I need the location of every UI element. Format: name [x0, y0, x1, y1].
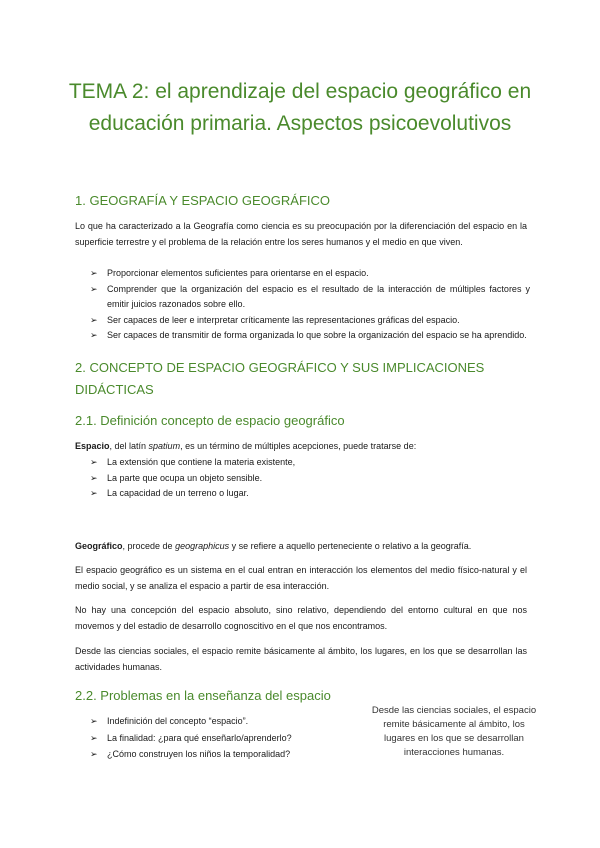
list-item	[90, 714, 360, 730]
list-item-text: Indefinición del concepto “espacio”.	[107, 716, 249, 726]
paragraph-espacio-sistema: El espacio geográfico es un sistema en el cual entran en interacción los elementos del medio físico-natural y el medio social, y se analiza el espacio a partir de esa interacción.	[75, 565, 527, 591]
list-item	[90, 486, 530, 502]
list-item	[90, 328, 530, 344]
arrow-bullet-icon: ➢	[90, 283, 98, 294]
list-item	[90, 266, 530, 282]
list-item-text: Ser capaces de leer e interpretar críticamente las representaciones gráficas del espacio.	[107, 314, 460, 325]
geografico-latin: geographicus	[175, 541, 230, 551]
geografico-term: Geográfico	[75, 541, 123, 551]
section-1-intro: Lo que ha caracterizado a la Geografía como ciencia es su preocupación por la diferenciación del espacio en la superficie terrestre y el problema de la relación entre los seres humanos y el medio en que viven.	[75, 221, 527, 247]
arrow-bullet-icon: ➢	[90, 472, 98, 483]
problems-list	[90, 714, 360, 763]
arrow-bullet-icon: ➢	[90, 457, 98, 467]
list-item	[90, 282, 530, 313]
list-item-text: La extensión que contiene la materia existente,	[107, 457, 296, 467]
arrow-bullet-icon: ➢	[90, 268, 98, 278]
geografico-text-post: y se refiere a aquello perteneciente o relativo a la geografía.	[229, 541, 472, 551]
arrow-bullet-icon: ➢	[90, 488, 98, 498]
list-item-text: Comprender que la organización del espacio es el resultado de la interacción de múltiples factores y emitir juicios razonados sobre ello.	[107, 283, 530, 309]
page-title: TEMA 2: el aprendizaje del espacio geográfico en educación primaria. Aspectos psicoevolutivos	[68, 80, 532, 135]
section-2-heading: 2. CONCEPTO DE ESPACIO GEOGRÁFICO Y SUS IMPLICACIONES DIDÁCTICAS	[75, 360, 485, 397]
espacio-latin: spatium	[148, 441, 181, 451]
paragraph-ciencias-sociales: Desde las ciencias sociales, el espacio remite básicamente al ámbito, los lugares, en los que se desarrollan las actividades humanas.	[75, 646, 527, 672]
paragraph-espacio-relativo: No hay una concepción del espacio absoluto, sino relativo, dependiendo del entorno cultural en que nos movemos y del estadio de desarrollo cognoscitivo en el que nos encontramos.	[75, 605, 527, 631]
arrow-bullet-icon: ➢	[90, 314, 98, 325]
arrow-bullet-icon: ➢	[90, 749, 98, 759]
arrow-bullet-icon: ➢	[90, 732, 98, 743]
list-item-text: Proporcionar elementos suficientes para orientarse en el espacio.	[107, 268, 369, 278]
list-item-text: ¿Cómo construyen los niños la temporalidad?	[107, 749, 291, 759]
espacio-definition	[75, 439, 527, 455]
section-1-list	[90, 266, 530, 344]
list-item	[90, 313, 530, 329]
espacio-text-post: , es un término de múltiples acepciones, puede tratarse de:	[180, 441, 417, 451]
geografico-definition	[75, 539, 527, 555]
espacio-term: Espacio	[75, 441, 110, 451]
espacio-meanings-list	[90, 455, 530, 502]
list-item-text: Ser capaces de transmitir de forma organizada lo que sobre la organización del espacio se ha aprendido.	[107, 330, 527, 340]
subsection-2-1-heading: 2.1. Definición concepto de espacio geográfico	[75, 413, 345, 428]
espacio-text-pre: , del latín	[109, 441, 149, 451]
arrow-bullet-icon: ➢	[90, 330, 98, 340]
arrow-bullet-icon: ➢	[90, 716, 98, 726]
subsection-2-2-heading: 2.2. Problemas en la enseñanza del espacio	[75, 688, 331, 703]
list-item	[90, 747, 360, 763]
list-item-text: La parte que ocupa un objeto sensible.	[107, 472, 263, 483]
list-item	[90, 731, 360, 747]
list-item-text: La finalidad: ¿para qué enseñarlo/aprenderlo?	[107, 732, 292, 743]
list-item	[90, 455, 530, 471]
geografico-text-pre: , procede de	[122, 541, 176, 551]
list-item	[90, 471, 530, 487]
section-1-heading: 1. GEOGRAFÍA Y ESPACIO GEOGRÁFICO	[75, 193, 331, 208]
list-item-text: La capacidad de un terreno o lugar.	[107, 488, 249, 498]
pull-quote: Desde las ciencias sociales, el espacio remite básicamente al ámbito, los lugares en los que se desarrollan interacciones humanas.	[371, 705, 537, 758]
